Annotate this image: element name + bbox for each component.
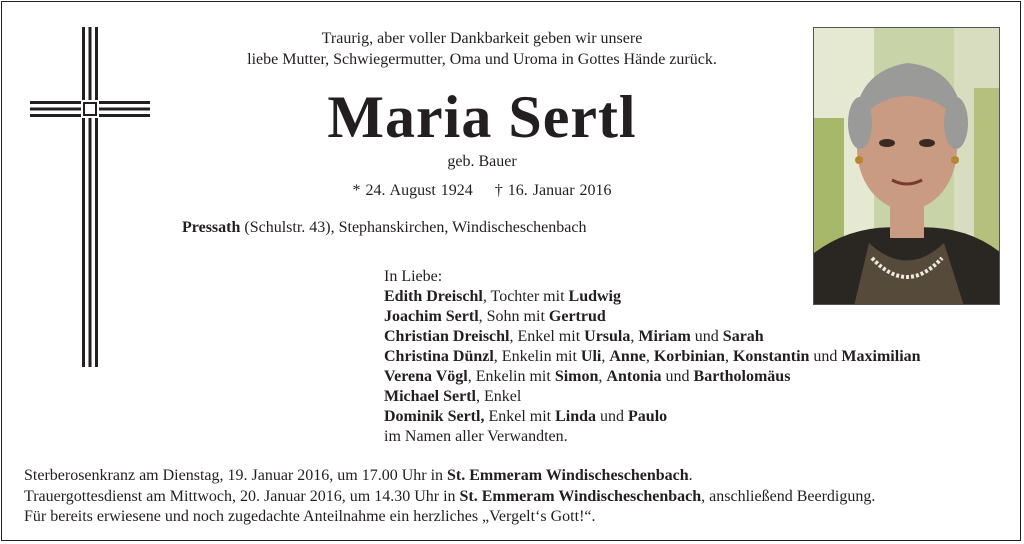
funeral-service-info (24, 487, 875, 508)
cross-icon (30, 27, 150, 367)
intro-text (152, 28, 812, 70)
bold-text: Bartholomäus (693, 368, 791, 385)
bold-text: Korbinian (653, 348, 725, 365)
text-segment: und (596, 408, 629, 425)
birth-name: geb. Bauer (447, 153, 517, 170)
mourner-line (384, 347, 921, 367)
text-segment: und (690, 328, 723, 345)
text-segment: . (688, 467, 693, 484)
mourner-line (384, 307, 921, 327)
text-segment: , Enkelin mit (467, 368, 555, 385)
mourner-line (384, 327, 921, 347)
bold-text: Ludwig (568, 288, 621, 305)
bold-text: Christina Dünzl (384, 348, 494, 365)
mourner-line (384, 427, 921, 447)
life-dates (152, 182, 812, 200)
service-info (24, 466, 875, 528)
bold-text: Edith Dreischl (384, 288, 483, 305)
text-segment: Sterberosenkranz am Dienstag, 19. Januar 2016, um 17.00 Uhr in (24, 467, 448, 484)
portrait-photo (813, 27, 1000, 305)
text-segment: , (630, 328, 639, 345)
text-segment: , (645, 348, 654, 365)
bold-text: Konstantin (732, 348, 810, 365)
portrait-image (814, 28, 1000, 305)
death-date: † 16. Januar 2016 (494, 182, 612, 199)
bold-text: Simon (554, 368, 599, 385)
text-segment: , Enkelin mit (493, 348, 581, 365)
residence-place: Pressath (182, 219, 241, 236)
mourner-line (384, 367, 921, 387)
text-segment: und (809, 348, 842, 365)
text-segment: , Enkel (475, 388, 522, 405)
mourner-line (384, 387, 921, 407)
bold-text: Joachim Sertl (384, 308, 479, 325)
bold-text: St. Emmeram Windischeschenbach (459, 487, 702, 505)
bold-text: Uli (580, 348, 602, 365)
text-segment: , anschließend Beerdigung. (701, 487, 876, 505)
birth-date: * 24. August 1924 (352, 182, 473, 199)
text-segment: , Enkel mit (509, 328, 585, 345)
text-segment: , (724, 348, 733, 365)
residence (182, 219, 586, 237)
rosary-info (24, 466, 875, 487)
deceased-name: Maria Sertl (327, 84, 637, 150)
text-segment: Enkel mit (484, 408, 556, 425)
text-segment: , Sohn mit (478, 308, 549, 325)
bold-text: Antonia (606, 368, 662, 385)
intro-line-1: Traurig, aber voller Dankbarkeit geben wir unsere (321, 30, 643, 47)
bold-text: Michael Sertl (384, 388, 476, 405)
residence-details: (Schulstr. 43), Stephanskirchen, Windischeschenbach (240, 219, 587, 236)
bold-text: Dominik Sertl, (384, 408, 485, 425)
text-segment: im Namen aller Verwandten. (384, 428, 568, 445)
bold-text: Linda (555, 408, 597, 425)
text-segment: und (661, 368, 694, 385)
mourners-heading: In Liebe: (384, 268, 443, 285)
bold-text: Gertrud (548, 308, 606, 325)
text-segment: , (598, 368, 607, 385)
intro-line-2: liebe Mutter, Schwiegermutter, Oma und Uroma in Gottes Hände zurück. (247, 51, 717, 68)
text-segment: Trauergottesdienst am Mittwoch, 20. Januar 2016, um 14.30 Uhr in (24, 487, 460, 505)
bold-text: St. Emmeram Windischeschenbach (447, 467, 689, 484)
bold-text: Maximilian (841, 348, 921, 365)
text-segment: , (601, 348, 610, 365)
bold-text: Verena Vögl (384, 368, 468, 385)
bold-text: Anne (609, 348, 646, 365)
bold-text: Miriam (638, 328, 691, 345)
thanks-line (24, 507, 875, 528)
bold-text: Christian Dreischl (384, 328, 510, 345)
bold-text: Ursula (584, 328, 631, 345)
text-segment: , Tochter mit (482, 288, 569, 305)
obituary-notice (1, 1, 1021, 541)
bold-text: Sarah (722, 328, 764, 345)
bold-text: Paulo (628, 408, 668, 425)
text-segment: Für bereits erwiesene und noch zugedachte Anteilnahme ein herzliches „Vergelt‘s Gott!“. (24, 508, 596, 525)
mourner-line (384, 407, 921, 427)
